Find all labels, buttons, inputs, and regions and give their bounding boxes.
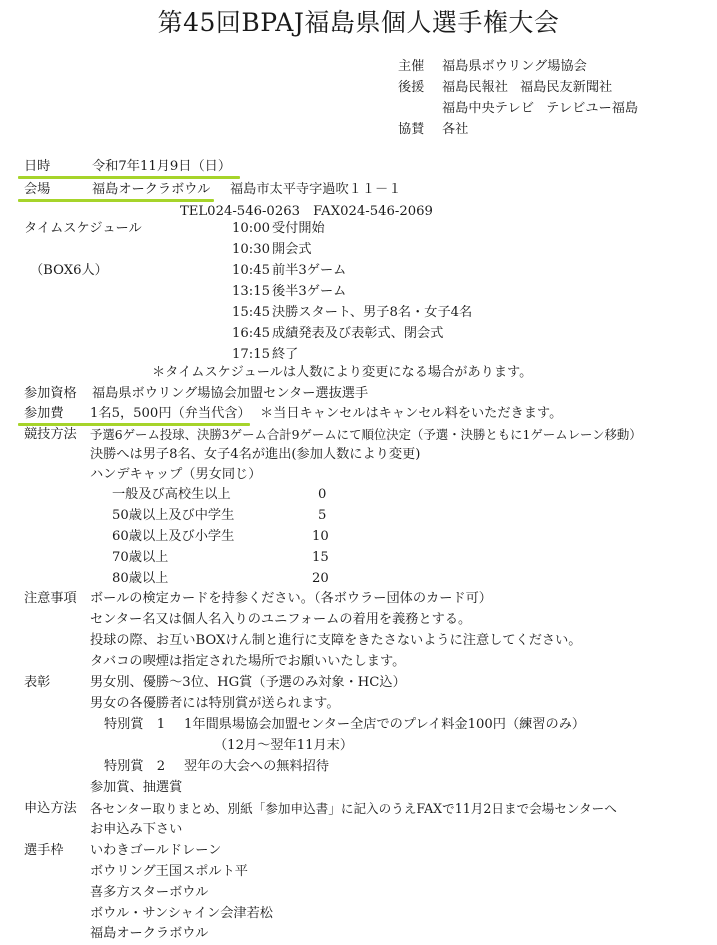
competition-line-2: 決勝へは男子8名、女子4名が進出(参加人数により変更) — [90, 447, 421, 462]
schedule-label: タイムスケジュール — [24, 221, 142, 236]
special-award-1-label: 特別賞 1 — [104, 717, 166, 732]
schedule-time: 10:45 — [232, 263, 271, 278]
handicap-category: 80歳以上 — [112, 571, 169, 586]
support-2: 福島民友新聞社 — [519, 80, 613, 95]
schedule-time: 15:45 — [232, 305, 271, 320]
schedule-time: 17:15 — [232, 347, 271, 362]
quota-center: いわきゴールドレーン — [90, 843, 222, 858]
schedule-time: 13:15 — [232, 284, 271, 299]
schedule-note: ＊タイムスケジュールは人数により変更になる場合があります。 — [152, 365, 533, 380]
schedule-event: 受付開始 — [272, 221, 325, 236]
support-4: テレビユー福島 — [546, 101, 639, 116]
competition-line-1: 予選6ゲーム投球、決勝3ゲーム合計9ゲームにて順位決定（予選・決勝ともに1ゲームレーン移動） — [90, 427, 642, 442]
venue-name: 福島オークラボウル — [92, 182, 211, 197]
schedule-event: 成績発表及び表彰式、閉会式 — [272, 326, 444, 341]
support-1: 福島民報社 — [442, 80, 508, 95]
handicap-value: 20 — [312, 571, 329, 586]
sponsor-label: 協賛 — [398, 122, 425, 137]
handicap-title: ハンデキャップ（男女同じ） — [90, 467, 262, 482]
notes-label: 注意事項 — [24, 591, 77, 606]
application-line-1: 各センター取りまとめ、別紙「参加申込書」に記入のうえFAXで11月2日まで会場センターへ — [90, 801, 617, 816]
fee-label: 参加費 — [24, 406, 64, 421]
sponsor-value: 各社 — [442, 122, 469, 137]
date-highlight — [18, 176, 240, 179]
host-label: 主催 — [398, 59, 425, 74]
notes-line: センター名又は個人名入りのユニフォームの着用を義務とする。 — [90, 612, 472, 627]
awards-line-1: 男女別、優勝～3位、HG賞（予選のみ対象・HC込） — [90, 675, 406, 690]
special-award-1-period: （12月～翌年11月末） — [214, 738, 354, 753]
support-3: 福島中央テレビ — [442, 101, 535, 116]
host-value: 福島県ボウリング場協会 — [442, 59, 587, 74]
eligibility-value: 福島県ボウリング場協会加盟センター選抜選手 — [92, 386, 369, 401]
venue-highlight — [18, 199, 214, 202]
application-label: 申込方法 — [24, 801, 77, 816]
handicap-value: 5 — [318, 508, 327, 523]
handicap-category: 70歳以上 — [112, 550, 169, 565]
quota-center: ボウル・サンシャイン会津若松 — [90, 906, 273, 921]
quota-label: 選手枠 — [24, 843, 64, 858]
special-award-2-text: 翌年の大会への無料招待 — [184, 759, 330, 774]
venue-label: 会場 — [24, 182, 51, 197]
quota-center: 喜多方スターボウル — [90, 885, 209, 900]
schedule-time: 16:45 — [232, 326, 271, 341]
quota-center: 福島オークラボウル — [90, 926, 209, 941]
date-value: 令和7年11月9日（日） — [92, 159, 232, 174]
awards-label: 表彰 — [24, 675, 51, 690]
fee-note: ＊当日キャンセルはキャンセル料をいただきます。 — [260, 406, 563, 421]
page-title: 第45回BPAJ福島県個人選手権大会 — [157, 8, 560, 37]
schedule-box: （BOX6人） — [30, 263, 108, 278]
support-line-2 — [442, 100, 638, 118]
handicap-category: 一般及び高校生以上 — [112, 487, 231, 502]
handicap-value: 10 — [312, 529, 329, 544]
quota-center: ボウリング王国スポルト平 — [90, 864, 248, 879]
application-line-2: お申込み下さい — [90, 822, 183, 837]
schedule-time: 10:00 — [232, 221, 271, 236]
special-award-2-label: 特別賞 2 — [104, 759, 166, 774]
schedule-event: 決勝スタート、男子8名・女子4名 — [272, 305, 473, 320]
support-line-1 — [442, 79, 612, 97]
competition-label: 競技方法 — [24, 427, 77, 442]
notes-line: 投球の際、お互いBOXけん制と進行に支障をきたさないように注意してください。 — [90, 633, 582, 648]
support-label: 後援 — [398, 80, 425, 95]
eligibility-label: 参加資格 — [24, 386, 77, 401]
awards-line-3: 参加賞、抽選賞 — [90, 780, 183, 795]
schedule-event: 後半3ゲーム — [272, 284, 347, 299]
special-award-1-text: 1年間県場協会加盟センター全店でのプレイ料金100円（練習のみ） — [184, 717, 586, 732]
schedule-event: 終了 — [272, 347, 299, 362]
fee-value: 1名5，500円（弁当代含） — [90, 406, 251, 421]
handicap-value: 0 — [318, 487, 327, 502]
schedule-event: 開会式 — [272, 242, 312, 257]
awards-line-2: 男女の各優勝者には特別賞が送られます。 — [90, 696, 340, 711]
handicap-category: 60歳以上及び小学生 — [112, 529, 235, 544]
venue-address: 福島市太平寺字過吹１１－１ — [230, 182, 402, 197]
schedule-time: 10:30 — [232, 242, 271, 257]
venue-phone: TEL024-546-0263 FAX024-546-2069 — [180, 204, 433, 219]
notes-line: ボールの検定カードを持参ください。（各ボウラー団体のカード可） — [90, 591, 492, 606]
notes-line: タバコの喫煙は指定された場所でお願いいたします。 — [90, 654, 406, 669]
schedule-event: 前半3ゲーム — [272, 263, 347, 278]
handicap-category: 50歳以上及び中学生 — [112, 508, 235, 523]
handicap-value: 15 — [312, 550, 329, 565]
date-label: 日時 — [24, 159, 51, 174]
